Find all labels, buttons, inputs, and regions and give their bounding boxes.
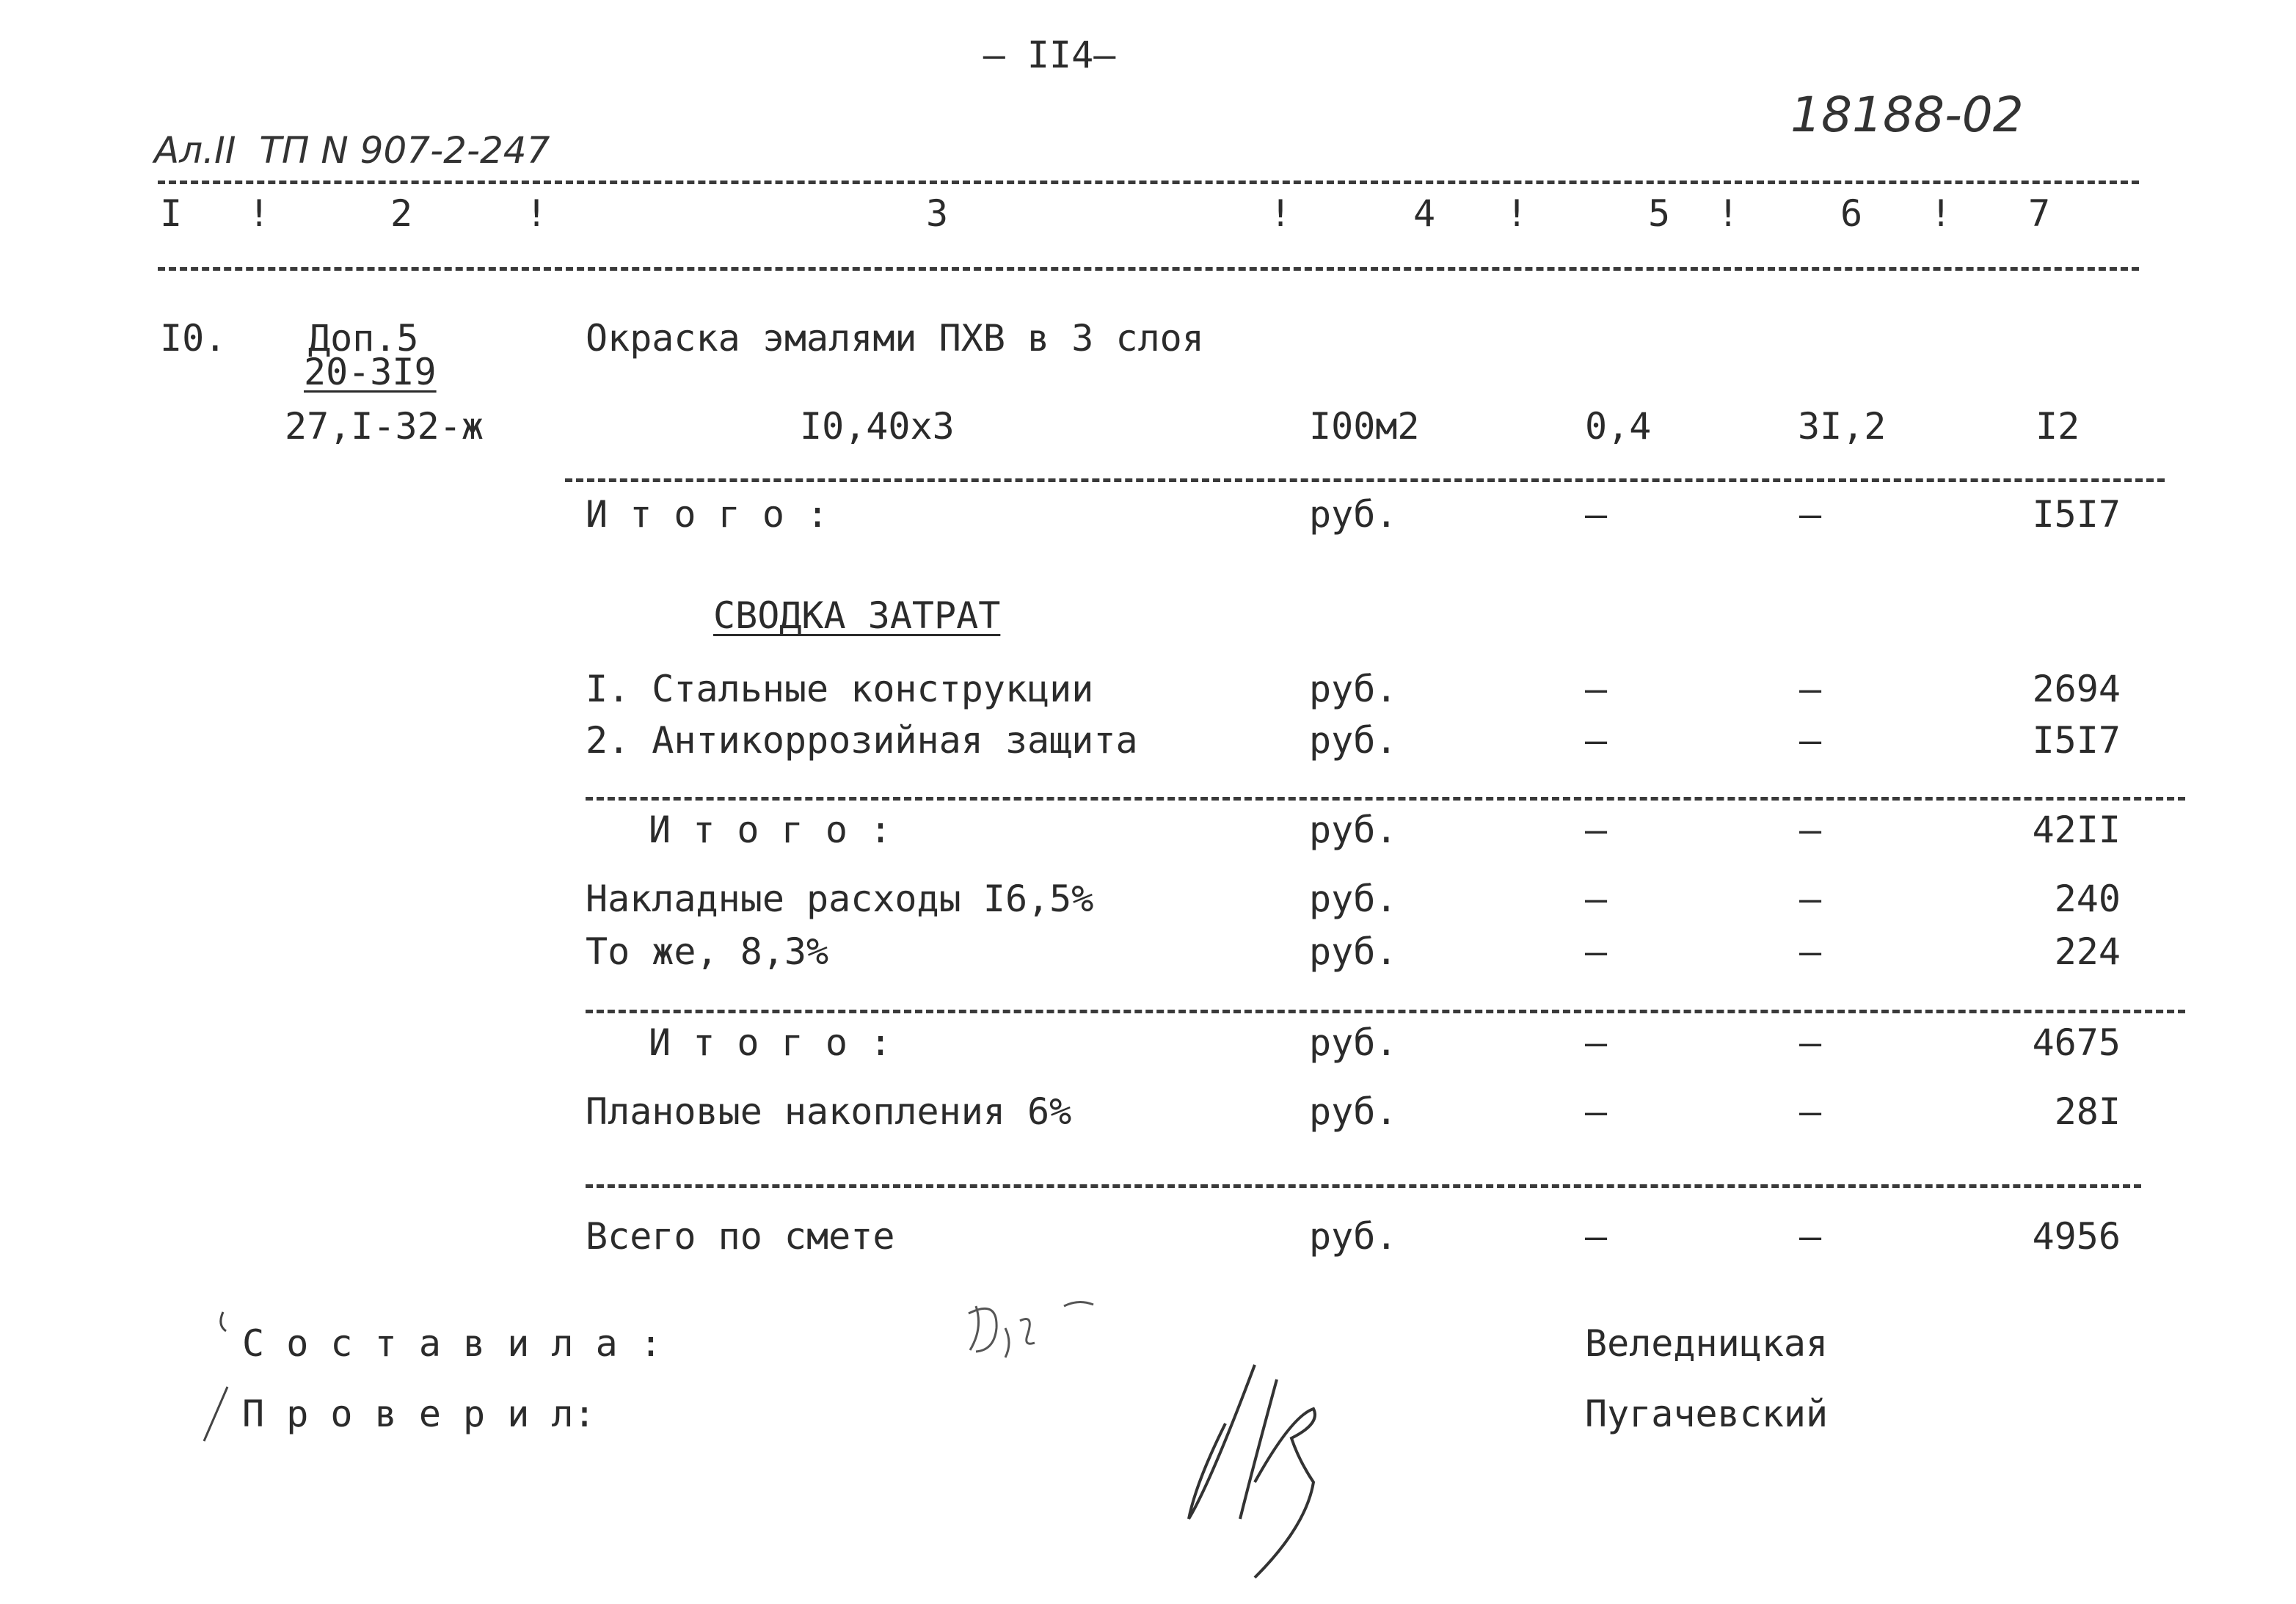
header-top-rule <box>158 181 2139 184</box>
overhead-row-value: 224 <box>2054 930 2121 973</box>
checked-name: Пугачевский <box>1585 1393 1829 1435</box>
handwritten-initials <box>954 1284 1115 1401</box>
subtotal-col6: – <box>1799 493 1822 536</box>
planned-col5: – <box>1585 1090 1608 1133</box>
item-number: I0. <box>160 317 227 360</box>
item-total: I2 <box>2036 405 2080 448</box>
overhead-row-unit: руб. <box>1309 878 1398 920</box>
summary-row-col6: – <box>1799 719 1822 762</box>
planned-col6: – <box>1799 1090 1822 1133</box>
margin-tick-marks <box>198 1299 257 1453</box>
item-formula: I0,40x3 <box>800 405 955 448</box>
column-separator: ! <box>1930 192 1953 235</box>
planned-label: Плановые накопления 6% <box>586 1090 1072 1133</box>
item-code-line2: 20-3I9 <box>304 351 437 393</box>
total2-unit: руб. <box>1309 1021 1398 1064</box>
compiled-name: Веледницкая <box>1585 1322 1829 1365</box>
grand-total-col5: – <box>1585 1215 1608 1258</box>
total1-unit: руб. <box>1309 809 1398 851</box>
overhead-row-col6: – <box>1799 930 1822 973</box>
item-price: 3I,2 <box>1798 405 1887 448</box>
total2-label: И т о г о : <box>649 1021 892 1064</box>
summary-row-col6: – <box>1799 668 1822 710</box>
grand-total-label: Всего по смете <box>586 1215 895 1258</box>
summary-row-unit: руб. <box>1309 668 1398 710</box>
overhead-row-col5: – <box>1585 878 1608 920</box>
planned-unit: руб. <box>1309 1090 1398 1133</box>
column-number-3: 3 <box>926 192 949 235</box>
column-number-4: 4 <box>1413 192 1436 235</box>
column-number-7: 7 <box>2028 192 2051 235</box>
summary-row-value: I5I7 <box>2032 719 2121 762</box>
grand-total-col6: – <box>1799 1215 1822 1258</box>
column-separator: ! <box>1717 192 1740 235</box>
total2-rule <box>586 1010 2185 1013</box>
album-reference: Ал.II ТП N 907-2-247 <box>154 129 550 172</box>
total1-rule <box>586 797 2185 801</box>
column-separator: ! <box>248 192 271 235</box>
summary-row-label: I. Стальные конструкции <box>586 668 1094 710</box>
total1-col5: – <box>1585 809 1608 851</box>
overhead-row-unit: руб. <box>1309 930 1398 973</box>
column-separator: ! <box>525 192 548 235</box>
planned-value: 28I <box>2054 1090 2121 1133</box>
item-code-line3: 27,I-32-ж <box>285 405 484 448</box>
overhead-row-label: Накладные расходы I6,5% <box>586 878 1094 920</box>
item-description: Окраска эмалями ПХВ в 3 слоя <box>586 317 1204 360</box>
overhead-row-value: 240 <box>2054 878 2121 920</box>
page-number: — II4— <box>983 34 1116 76</box>
subtotal-label: И т о г о : <box>586 493 829 536</box>
subtotal-col5: – <box>1585 493 1608 536</box>
summary-title: СВОДКА ЗАТРАТ <box>713 594 1001 637</box>
column-separator: ! <box>1269 192 1292 235</box>
column-separator: ! <box>1506 192 1528 235</box>
overhead-row-label: То же, 8,3% <box>586 930 829 973</box>
column-number-6: 6 <box>1840 192 1863 235</box>
subtotal-value: I5I7 <box>2032 493 2121 536</box>
summary-row-unit: руб. <box>1309 719 1398 762</box>
total1-col6: – <box>1799 809 1822 851</box>
summary-row-col5: – <box>1585 719 1608 762</box>
checked-label: П р о в е р и л: <box>242 1393 596 1435</box>
subtotal-unit: руб. <box>1309 493 1398 536</box>
total2-value: 4675 <box>2032 1021 2121 1064</box>
compiled-label: С о с т а в и л а : <box>242 1322 662 1365</box>
total2-col5: – <box>1585 1021 1608 1064</box>
overhead-row-col6: – <box>1799 878 1822 920</box>
summary-row-value: 2694 <box>2032 668 2121 710</box>
overhead-row-col5: – <box>1585 930 1608 973</box>
handwritten-signature <box>1145 1335 1365 1585</box>
total2-col6: – <box>1799 1021 1822 1064</box>
summary-row-label: 2. Антикоррозийная защита <box>586 719 1138 762</box>
column-number-5: 5 <box>1648 192 1671 235</box>
item-unit: I00м2 <box>1309 405 1420 448</box>
column-number-2: 2 <box>390 192 413 235</box>
total1-label: И т о г о : <box>649 809 892 851</box>
grand-rule <box>586 1184 2141 1188</box>
summary-row-col5: – <box>1585 668 1608 710</box>
header-bottom-rule <box>158 267 2139 271</box>
column-number-1: I <box>160 192 183 235</box>
grand-total-value: 4956 <box>2032 1215 2121 1258</box>
archive-number: 18188-02 <box>1790 87 2024 143</box>
item-rule <box>565 478 2165 482</box>
total1-value: 42II <box>2032 809 2121 851</box>
grand-total-unit: руб. <box>1309 1215 1398 1258</box>
item-code-line1: Доп.5 <box>308 317 419 360</box>
item-quantity: 0,4 <box>1585 405 1652 448</box>
